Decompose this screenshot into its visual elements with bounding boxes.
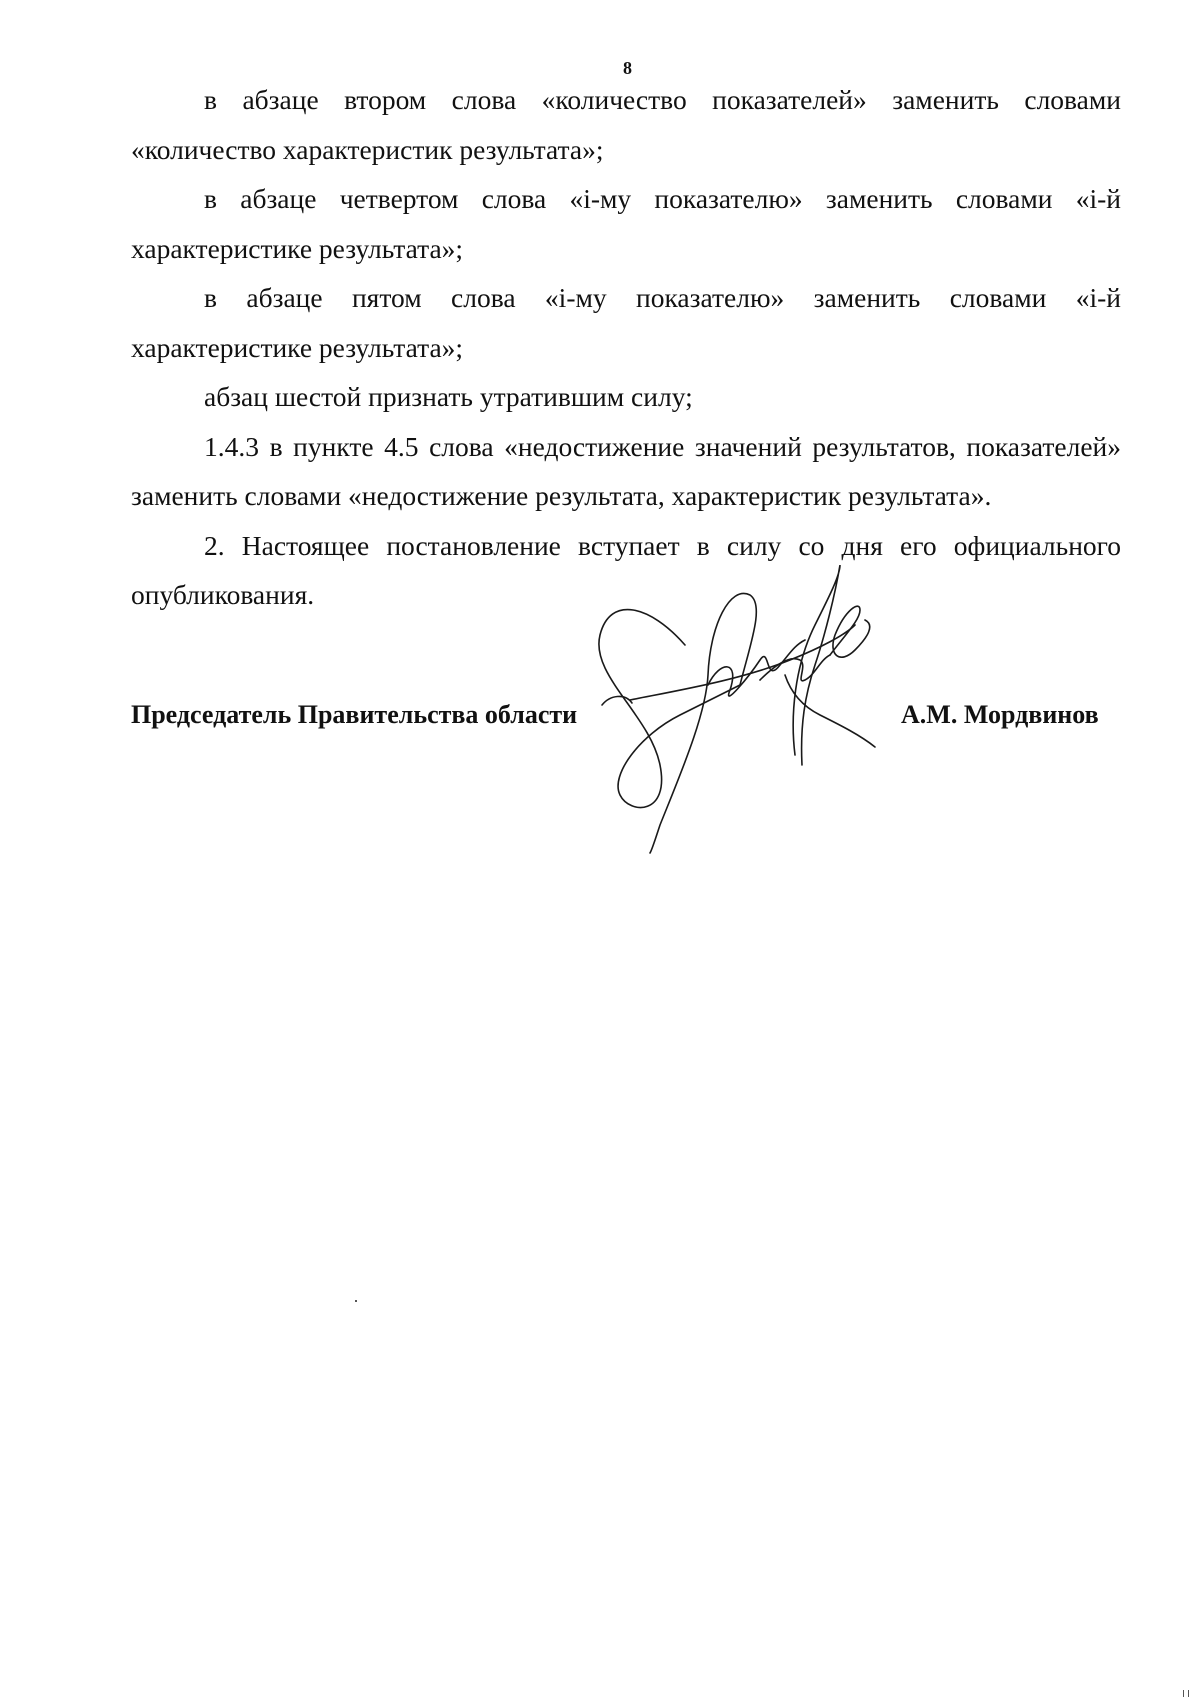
scan-edge-mark-2 [1188,1690,1189,1697]
page-number: 8 [623,58,632,78]
document-body [131,75,1121,620]
signer-title: Председатель Правительства области [131,700,578,729]
paragraph-1: в абзаце втором слова «количество показателей» заменить словами «количество характеристик результата»; [131,84,1121,165]
signer-name: А.М. Мордвинов [901,700,1099,729]
paragraph-2: в абзаце четвертом слова «i-му показателю» заменить словами «i-й характеристике результата»; [131,183,1121,264]
paragraph-4: абзац шестой признать утратившим силу; [204,381,693,412]
scan-speck [355,1300,357,1302]
paragraph-5: 1.4.3 в пункте 4.5 слова «недостижение значений результатов, показателей» заменить словами «недостижение результата, характеристик результата». [131,430,1121,511]
paragraph-6: 2. Настоящее постановление вступает в силу со дня его официального опубликования. [131,529,1121,610]
handwritten-signature [590,565,920,855]
paragraph-3: в абзаце пятом слова «i-му показателю» заменить словами «i-й характеристике результата»; [131,282,1121,363]
scan-edge-mark [1183,1690,1184,1697]
